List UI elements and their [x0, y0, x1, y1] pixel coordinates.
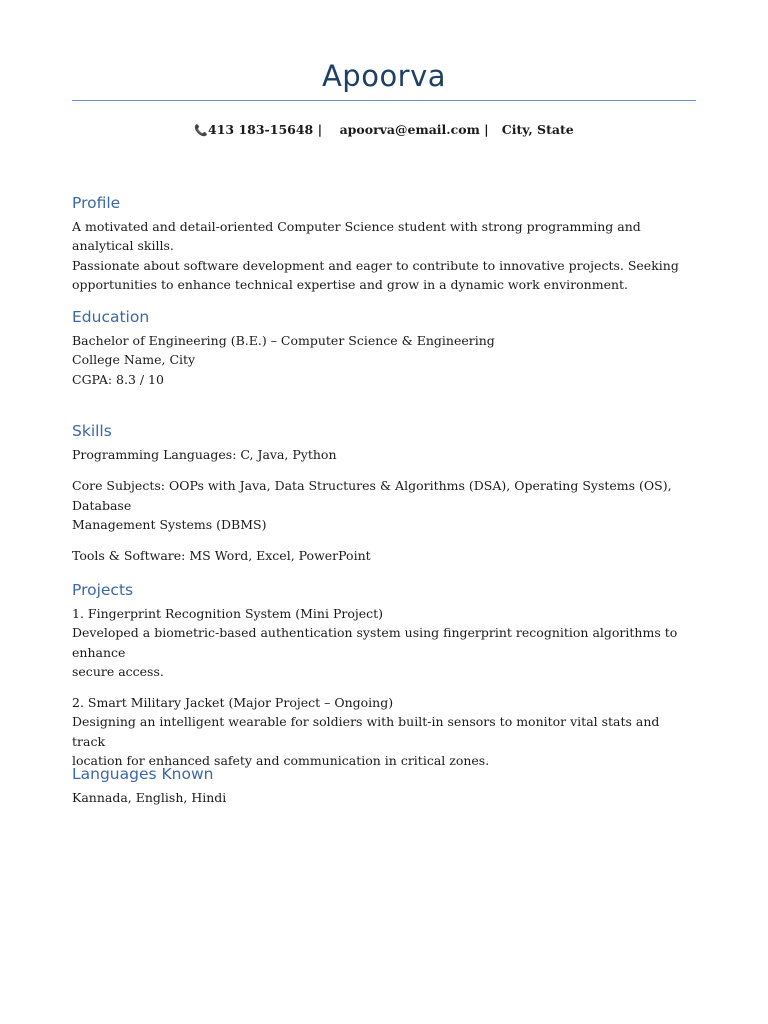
header-divider	[72, 100, 696, 101]
phone-icon: 📞	[194, 124, 209, 137]
project-name: 2. Smart Military Jacket (Major Project – Ongoing)	[72, 695, 394, 711]
projects-heading: Projects	[72, 581, 134, 599]
profile-line: Passionate about software development and eager to contribute to innovative projects. Seeking	[72, 257, 679, 273]
project-description: Designing an intelligent wearable for soldiers with built-in sensors to monitor vital stats and track	[72, 714, 660, 749]
core-subjects-line: Core Subjects: OOPs with Java, Data Structures & Algorithms (DSA), Operating Systems (OS), Database	[72, 478, 672, 513]
degree: Bachelor of Engineering (B.E.) – Computer Science & Engineering	[72, 333, 495, 348]
skills-section	[72, 421, 696, 565]
project-description: location for enhanced safety and communication in critical zones.	[72, 753, 490, 769]
languages-list: Kannada, English, Hindi	[72, 790, 227, 805]
project-description: secure access.	[72, 663, 164, 679]
skills-heading: Skills	[72, 422, 112, 440]
email-address: apoorva@email.com |	[339, 122, 489, 137]
education-text	[72, 331, 696, 389]
tools-software: Tools & Software: MS Word, Excel, PowerPoint	[72, 548, 371, 564]
profile-heading: Profile	[72, 194, 121, 212]
college-name: College Name, City	[72, 352, 196, 368]
skills-programming	[72, 445, 696, 464]
skills-core	[72, 476, 696, 534]
project-item	[72, 693, 696, 770]
profile-text	[72, 217, 696, 294]
profile-section	[72, 193, 696, 294]
skills-tools	[72, 546, 696, 565]
project-name: 1. Fingerprint Recognition System (Mini Project)	[72, 606, 384, 621]
project-description: Developed a biometric-based authentication system using fingerprint recognition algorithms to enhance	[72, 625, 678, 660]
languages-text	[72, 788, 696, 807]
location: City, State	[501, 122, 574, 137]
project-item	[72, 604, 696, 681]
programming-languages: Programming Languages: C, Java, Python	[72, 447, 337, 462]
phone-number: 413 183-15648 |	[208, 122, 323, 137]
profile-line: A motivated and detail-oriented Computer Science student with strong programming and analytical skills.	[72, 219, 641, 254]
languages-section	[72, 764, 696, 807]
candidate-name: Apoorva	[321, 59, 447, 93]
profile-line: opportunities to enhance technical expertise and grow in a dynamic work environment.	[72, 276, 629, 292]
contact-line	[72, 121, 696, 140]
education-section	[72, 307, 696, 389]
projects-section	[72, 580, 696, 770]
languages-heading: Languages Known	[72, 765, 214, 783]
education-heading: Education	[72, 308, 150, 326]
cgpa: CGPA: 8.3 / 10	[72, 371, 164, 387]
core-subjects-line: Management Systems (DBMS)	[72, 516, 267, 532]
